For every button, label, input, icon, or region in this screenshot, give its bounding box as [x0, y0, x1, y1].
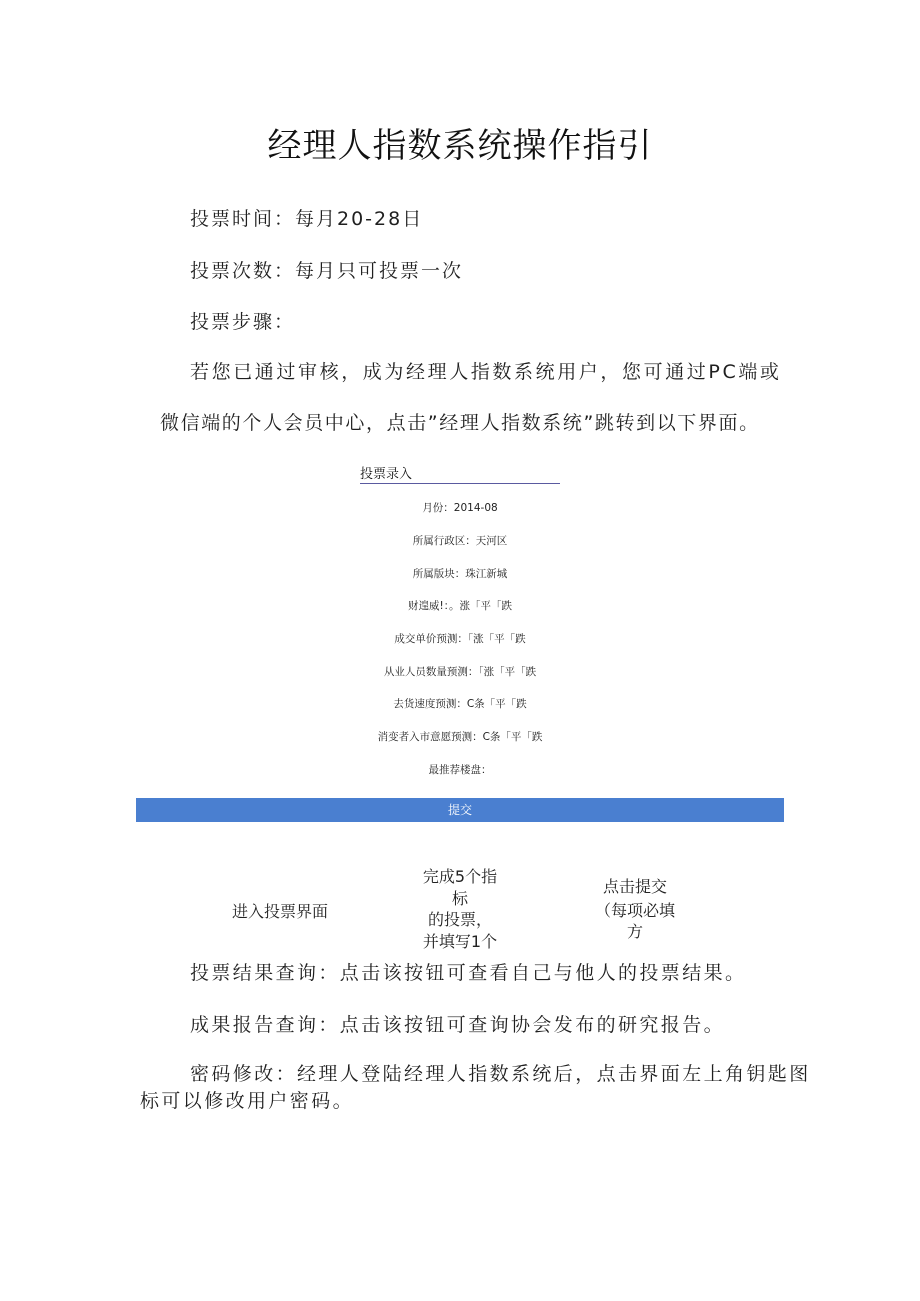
intro-paragraph-line2: 微信端的个人会员中心，点击”经理人指数系统”跳转到以下界面。 — [160, 412, 760, 434]
result-query-text: 投票结果查询：点击该按钮可查看自己与他人的投票结果。 — [190, 962, 747, 984]
report-query-text: 成果报告查询：点击该按钮可查询协会发布的研究报告。 — [190, 1014, 726, 1036]
password-change-line2: 标可以修改用户密码。 — [140, 1090, 355, 1112]
flow-step-submit-line1: 点击提交 — [602, 877, 667, 896]
document-title: 经理人指数系统操作指引 — [267, 126, 653, 166]
intro-paragraph-line1: 若您已通过审核，成为经理人指数系统用户，您可通过PC端或 — [190, 361, 782, 383]
form-field-staff-forecast[interactable]: 从业人员数量预测：「涨「平「跌 — [383, 666, 537, 678]
form-field-block: 所属版块：珠江新城 — [412, 568, 508, 580]
flow-step-submit-line2: （每项必填 — [594, 900, 675, 920]
flow-step-complete-line4: 并填写1个 — [422, 931, 498, 951]
form-field-recommended-project[interactable]: 最推荐楼盘： — [428, 764, 492, 776]
flow-step-complete-line1: 完成5个指 — [422, 867, 498, 886]
flow-step-enter: 进入投票界面 — [232, 902, 329, 921]
password-change-line1: 密码修改：经理人登陆经理人指数系统后，点击界面左上角钥匙图 — [190, 1063, 811, 1085]
vote-count-text: 投票次数：每月只可投票一次 — [190, 260, 464, 282]
submit-button[interactable]: 提交 — [136, 798, 784, 822]
vote-time-text: 投票时间：每月20-28日 — [190, 208, 424, 230]
form-field-index-1[interactable]: 财遑威!：。涨「平「跌 — [408, 600, 512, 612]
form-field-unit-price-forecast[interactable]: 成交单价预测：「涨「平「跌 — [394, 633, 526, 645]
flow-step-complete-line2: 标 — [451, 888, 468, 908]
flow-step-complete-line3: 的投票， — [427, 910, 492, 929]
form-field-sales-speed-forecast[interactable]: 去货速度预测：C条「平「跌 — [393, 698, 527, 710]
form-title-vote-entry: 投票录入 — [360, 463, 560, 484]
vote-steps-heading: 投票步骤： — [190, 311, 296, 333]
flow-step-submit-line3: 方 — [626, 922, 643, 941]
form-field-buyer-intent-forecast[interactable]: 消变者入市意愿预测：C条「平「跌 — [377, 731, 543, 743]
flow-step-complete — [410, 866, 510, 952]
flow-step-submit — [580, 876, 690, 943]
form-field-district: 所属行政区：天河区 — [412, 535, 508, 547]
form-field-month: 月份：2014-08 — [422, 502, 498, 514]
